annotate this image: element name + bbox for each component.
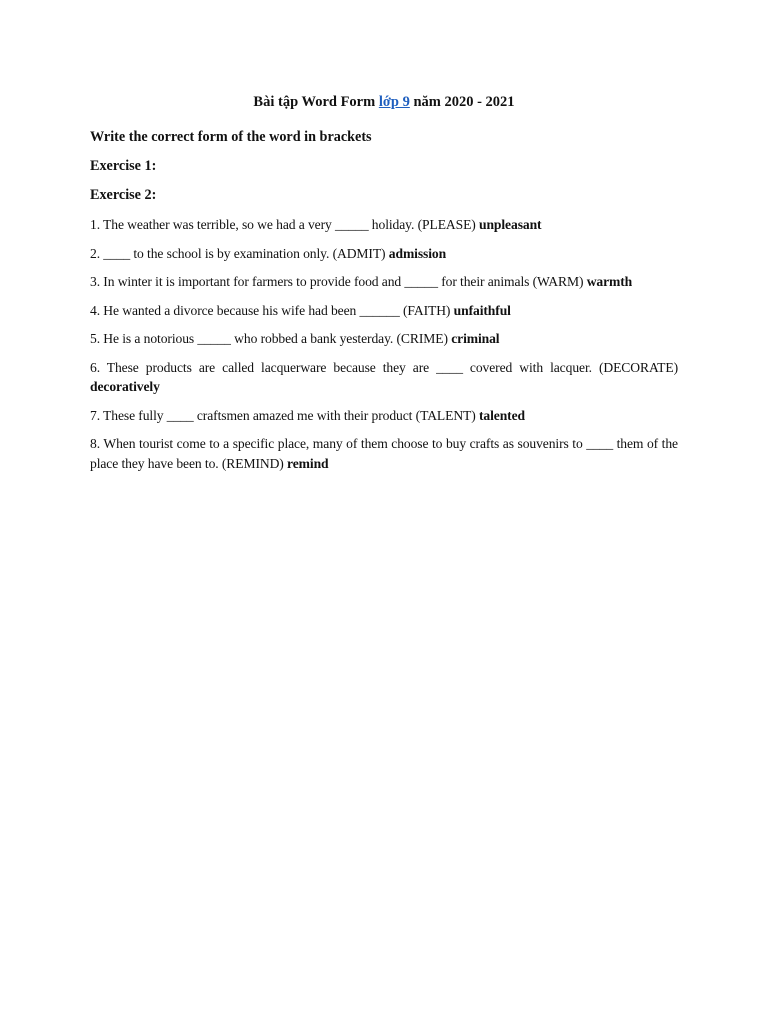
- answer-text: admission: [388, 245, 447, 261]
- answer-text: decoratively: [90, 379, 160, 394]
- question-text: 2. ____ to the school is by examination only. (ADMIT): [90, 245, 389, 261]
- answer-text: talented: [478, 407, 525, 423]
- answer-text: warmth: [586, 274, 633, 289]
- question-text: 7. These fully ____ craftsmen amazed me with their product (TALENT): [90, 407, 479, 423]
- question-text: 5. He is a notorious _____ who robbed a bank yesterday. (CRIME): [90, 331, 452, 346]
- answer-text: criminal: [451, 331, 500, 346]
- exercise-header: Exercise 1:: [90, 158, 157, 174]
- question-item: [90, 329, 678, 349]
- question-text: 8. When tourist come to a specific place, many of them choose to buy crafts as souvenirs to ____ them of the place they have been to. (REMIND): [90, 436, 678, 471]
- question-text: 3. In winter it is important for farmers to provide food and _____ for their animals (WARM): [90, 274, 587, 289]
- question-item: [90, 215, 678, 235]
- question-item: [90, 244, 678, 264]
- answer-text: unpleasant: [479, 217, 542, 232]
- question-item: [90, 301, 678, 321]
- instruction-text: Write the correct form of the word in brackets: [90, 129, 372, 145]
- question-text: 6. These products are called lacquerware because they are ____ covered with lacquer. (DECORATE): [90, 359, 678, 375]
- title-suffix: năm 2020 - 2021: [409, 94, 515, 110]
- question-item: [90, 406, 678, 426]
- answer-text: remind: [287, 455, 329, 471]
- question-item: [90, 358, 678, 397]
- question-item: [90, 272, 678, 292]
- question-text: 4. He wanted a divorce because his wife had been ______ (FAITH): [90, 302, 454, 318]
- answer-text: unfaithful: [453, 302, 511, 318]
- question-text: 1. The weather was terrible, so we had a very _____ holiday. (PLEASE): [90, 217, 479, 232]
- question-item: [90, 434, 678, 473]
- exercise-list: [90, 157, 678, 473]
- grade-link[interactable]: lớp 9: [378, 94, 410, 110]
- exercise-header: Exercise 2:: [90, 187, 157, 203]
- document-title: [90, 92, 678, 112]
- title-prefix: Bài tập Word Form: [253, 94, 379, 110]
